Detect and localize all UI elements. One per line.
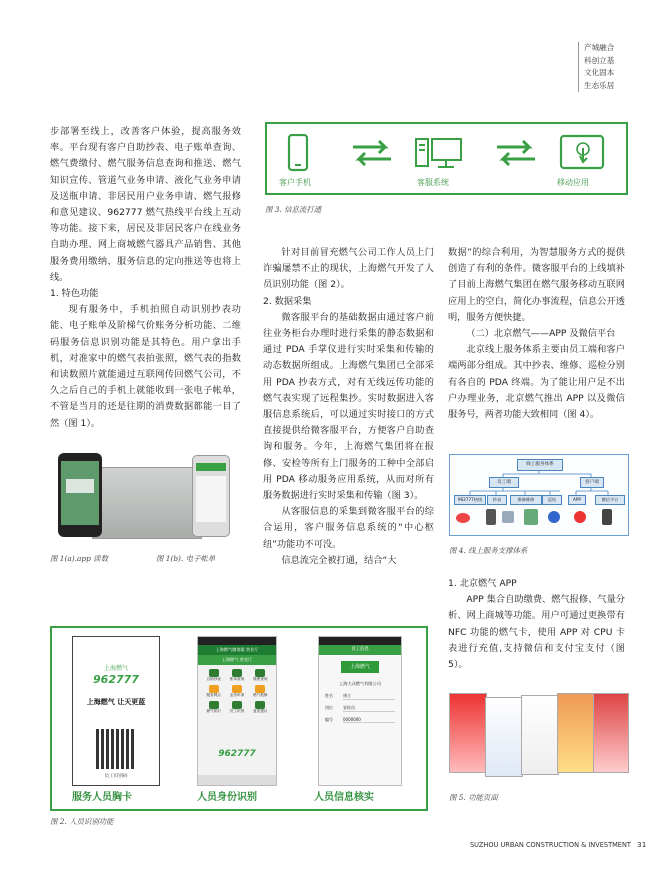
grid-item[interactable]: 意见建议 [249, 701, 272, 714]
paragraph: 针对目前冒充燃气公司工作人员上门诈骗屡禁不止的现状，上海燃气开发了人员识别功能（图 2）。 [263, 247, 434, 291]
figure-1a-caption: 图 1(a).app 读数 [50, 554, 108, 563]
paragraph: 现有服务中，手机拍照自动识别抄表功能、电子账单及阶梯气价账务分析功能、二维码服务信息识别功能是其特色。用户拿出手机，对准家中的燃气表拍张照，燃气表的指数和读数照片就能通过互联网传回燃气公司，不久之后自己的手机上就能收到一张电子帐单，不管是当月的还是往期的消费数据都能一目了然（图 1）。 [50, 304, 241, 429]
figure-1-photos [50, 453, 228, 538]
paragraph: 步部署至线上，改善客户体验，提高服务效率。平台现有客户自助抄表、电子账单查询、燃气费缴付、燃气服务信息查询和推送、燃气知识宣传、管道气业务申请、液化气业务申请及送瓶申请、非居民用户业务申请、燃气报修和意见建议、962777 燃气热线平台线上互动等功能。接下来，居民及非居民客户在线业务自助办理、网上商城燃气器具产品销售、其他服务费用缴纳、服务信息的定向推送等也将上线。 [50, 126, 241, 283]
figure-2-caption: 图 2. 人员识别功能 [50, 817, 114, 826]
figure-4-caption: 图 4. 线上服务支撑体系 [449, 546, 528, 555]
diagram-leaf: 微信平台 [595, 495, 625, 505]
side-tag: 科创立基 [584, 55, 615, 65]
label-customer-phone: 客户手机 [279, 178, 311, 187]
app-screen [197, 636, 277, 786]
label-badge: 服务人员胸卡 [72, 792, 132, 803]
side-tag: 文化固本 [584, 68, 615, 78]
paragraph: （二）北京燃气——APP 及微信平台 [466, 328, 616, 340]
verify-screen [318, 636, 402, 786]
device-icon-row [456, 509, 622, 527]
phone-icon [287, 134, 309, 172]
grid-item[interactable]: 员工识别 [225, 701, 248, 714]
paragraph: APP 集合自助缴费、燃气报修、气量分析、网上商城等功能。用户可通过更换带有 NFC 功能的燃气卡，使用 APP 对 CPU 卡表进行充值,支持微信和支付宝支付（图 5）。 [448, 594, 625, 671]
desktop-computer-icon [415, 136, 463, 172]
section-heading: 1. 北京燃气 APP [448, 578, 517, 589]
figure-5-screens [449, 693, 627, 778]
label-service-system: 客服系统 [417, 178, 449, 187]
side-tag: 生态乐居 [584, 80, 615, 90]
column-2-text [263, 245, 434, 569]
card-hotline: 962777 [93, 673, 139, 686]
card-slogan: 上海燃气 让天更蓝 [86, 698, 146, 706]
column-3-text [448, 245, 625, 423]
phone-photo-reading [58, 453, 102, 537]
qr-code-icon [96, 729, 136, 769]
diagram-leaf: 维修维修 [510, 495, 542, 505]
footer-text: SUZHOU URBAN CONSTRUCTION & INVESTMENT [470, 841, 631, 849]
side-tags [578, 42, 614, 92]
label-verify: 人员信息核实 [314, 792, 374, 803]
gas-meter-photo [92, 467, 202, 539]
grid-item[interactable]: 燃气报修 [249, 685, 272, 698]
label-mobile-app: 移动应用 [557, 178, 589, 187]
verify-title: 员工信息 [319, 645, 401, 655]
verify-field: 岗位 安检员 [325, 705, 395, 712]
qr-label: 员工识别码 [104, 774, 128, 779]
diagram-leaf: APP [568, 495, 586, 505]
column-1-text [50, 124, 241, 432]
figure-5-caption: 图 5. 功能页面 [449, 793, 498, 802]
card-brand: 上海燃气 [103, 665, 128, 672]
grid-item[interactable]: 服务网点 [202, 685, 225, 698]
phone-photo-bill [192, 455, 230, 537]
app-menu-grid [202, 669, 272, 714]
verify-field: 编号 0000000 [325, 717, 395, 723]
exchange-arrows-icon [495, 140, 537, 166]
paragraph: 从客服信息的采集到微客服平台的综合运用，客户服务信息系统的“中心枢纽”功能功不可没。 [263, 506, 434, 550]
figure-3-caption: 图 3. 信息流打通 [265, 205, 322, 214]
grid-item[interactable]: 业务申请 [225, 685, 248, 698]
diagram-leaf: 962777热线 [454, 495, 486, 505]
grid-item[interactable]: 账单查询 [225, 669, 248, 682]
grid-item[interactable]: 缴费查询 [249, 669, 272, 682]
grid-item[interactable]: 燃气知识 [202, 701, 225, 714]
figure-3-info-flow [265, 122, 628, 195]
section-heading: 1. 特色功能 [50, 288, 99, 300]
figure-1b-caption: 图 1(b). 电子帐单 [156, 554, 216, 563]
paragraph: 数据”的综合利用，为智慧服务方式的提供创造了有利的条件。微客服平台的上线填补了目前上海燃气集团在燃气服务移动互联网应用上的空白，简化办事流程，信息公开透明，服务方便快捷。 [448, 247, 625, 323]
figure-2-staff-identification [50, 626, 428, 811]
grid-item[interactable]: 自助抄表 [202, 669, 225, 682]
verify-logo: 上海燃气 [341, 661, 379, 673]
verify-field: 姓名 康立 [325, 693, 395, 700]
page-footer [470, 840, 646, 849]
column-3b-text [448, 576, 625, 673]
tablet-touch-icon [559, 134, 605, 172]
diagram-node-staff: 员工端 [489, 477, 519, 488]
app-hotline-logo: 962777 [218, 749, 256, 759]
paragraph: 信息流完全被打通，结合“大 [281, 554, 397, 566]
app-header: 上海燃气 营业厅 [198, 655, 276, 665]
staff-badge-card [72, 636, 160, 786]
figure-4-diagram [449, 454, 629, 536]
diagram-node-customer: 客户端 [580, 477, 604, 488]
diagram-root-node: 线上服务体系 [517, 459, 563, 471]
label-identify: 人员身份识别 [197, 792, 257, 803]
paragraph: 北京线上服务体系主要由员工端和客户端两部分组成。其中抄表、维修、巡检分别有各自的 PDA 终端。为了能让用户足不出户办理业务，北京燃气推出 APP 以及微信服务号，两者功能大致相同（图 4）。 [448, 344, 625, 421]
side-tag: 产城融合 [584, 43, 615, 52]
section-heading: 2. 数据采集 [263, 295, 312, 307]
verify-company: 上海大众燃气有限公司 [339, 681, 381, 686]
diagram-leaf: 巡检 [542, 495, 562, 505]
paragraph: 微客服平台的基础数据由通过客户前往业务柜台办理时进行采集的静态数据和通过 PDA 手掌仪进行实时采集和传输的动态数据所组成。上海燃气集团已全部采用 PDA 抄表方式，对有无线远传功能的燃气表实现了远程集抄。实时数据进入客服信息系统后，可以通过实时接口的方式直接提供给微客服平台，方便客户自助查询和服务。今年，上海燃气集团将在报修、安检等所有上门服务的工种中全部启用 PDA 移动服务应用系统，从而对所有服务数据进行实时采集和传输（图 3）。 [263, 311, 434, 502]
exchange-arrows-icon [351, 140, 393, 166]
app-title-bar: 上海燃气微客服 营业厅 [198, 645, 276, 655]
diagram-leaf: 抄表 [487, 495, 507, 505]
page-number: 31 [637, 840, 647, 849]
